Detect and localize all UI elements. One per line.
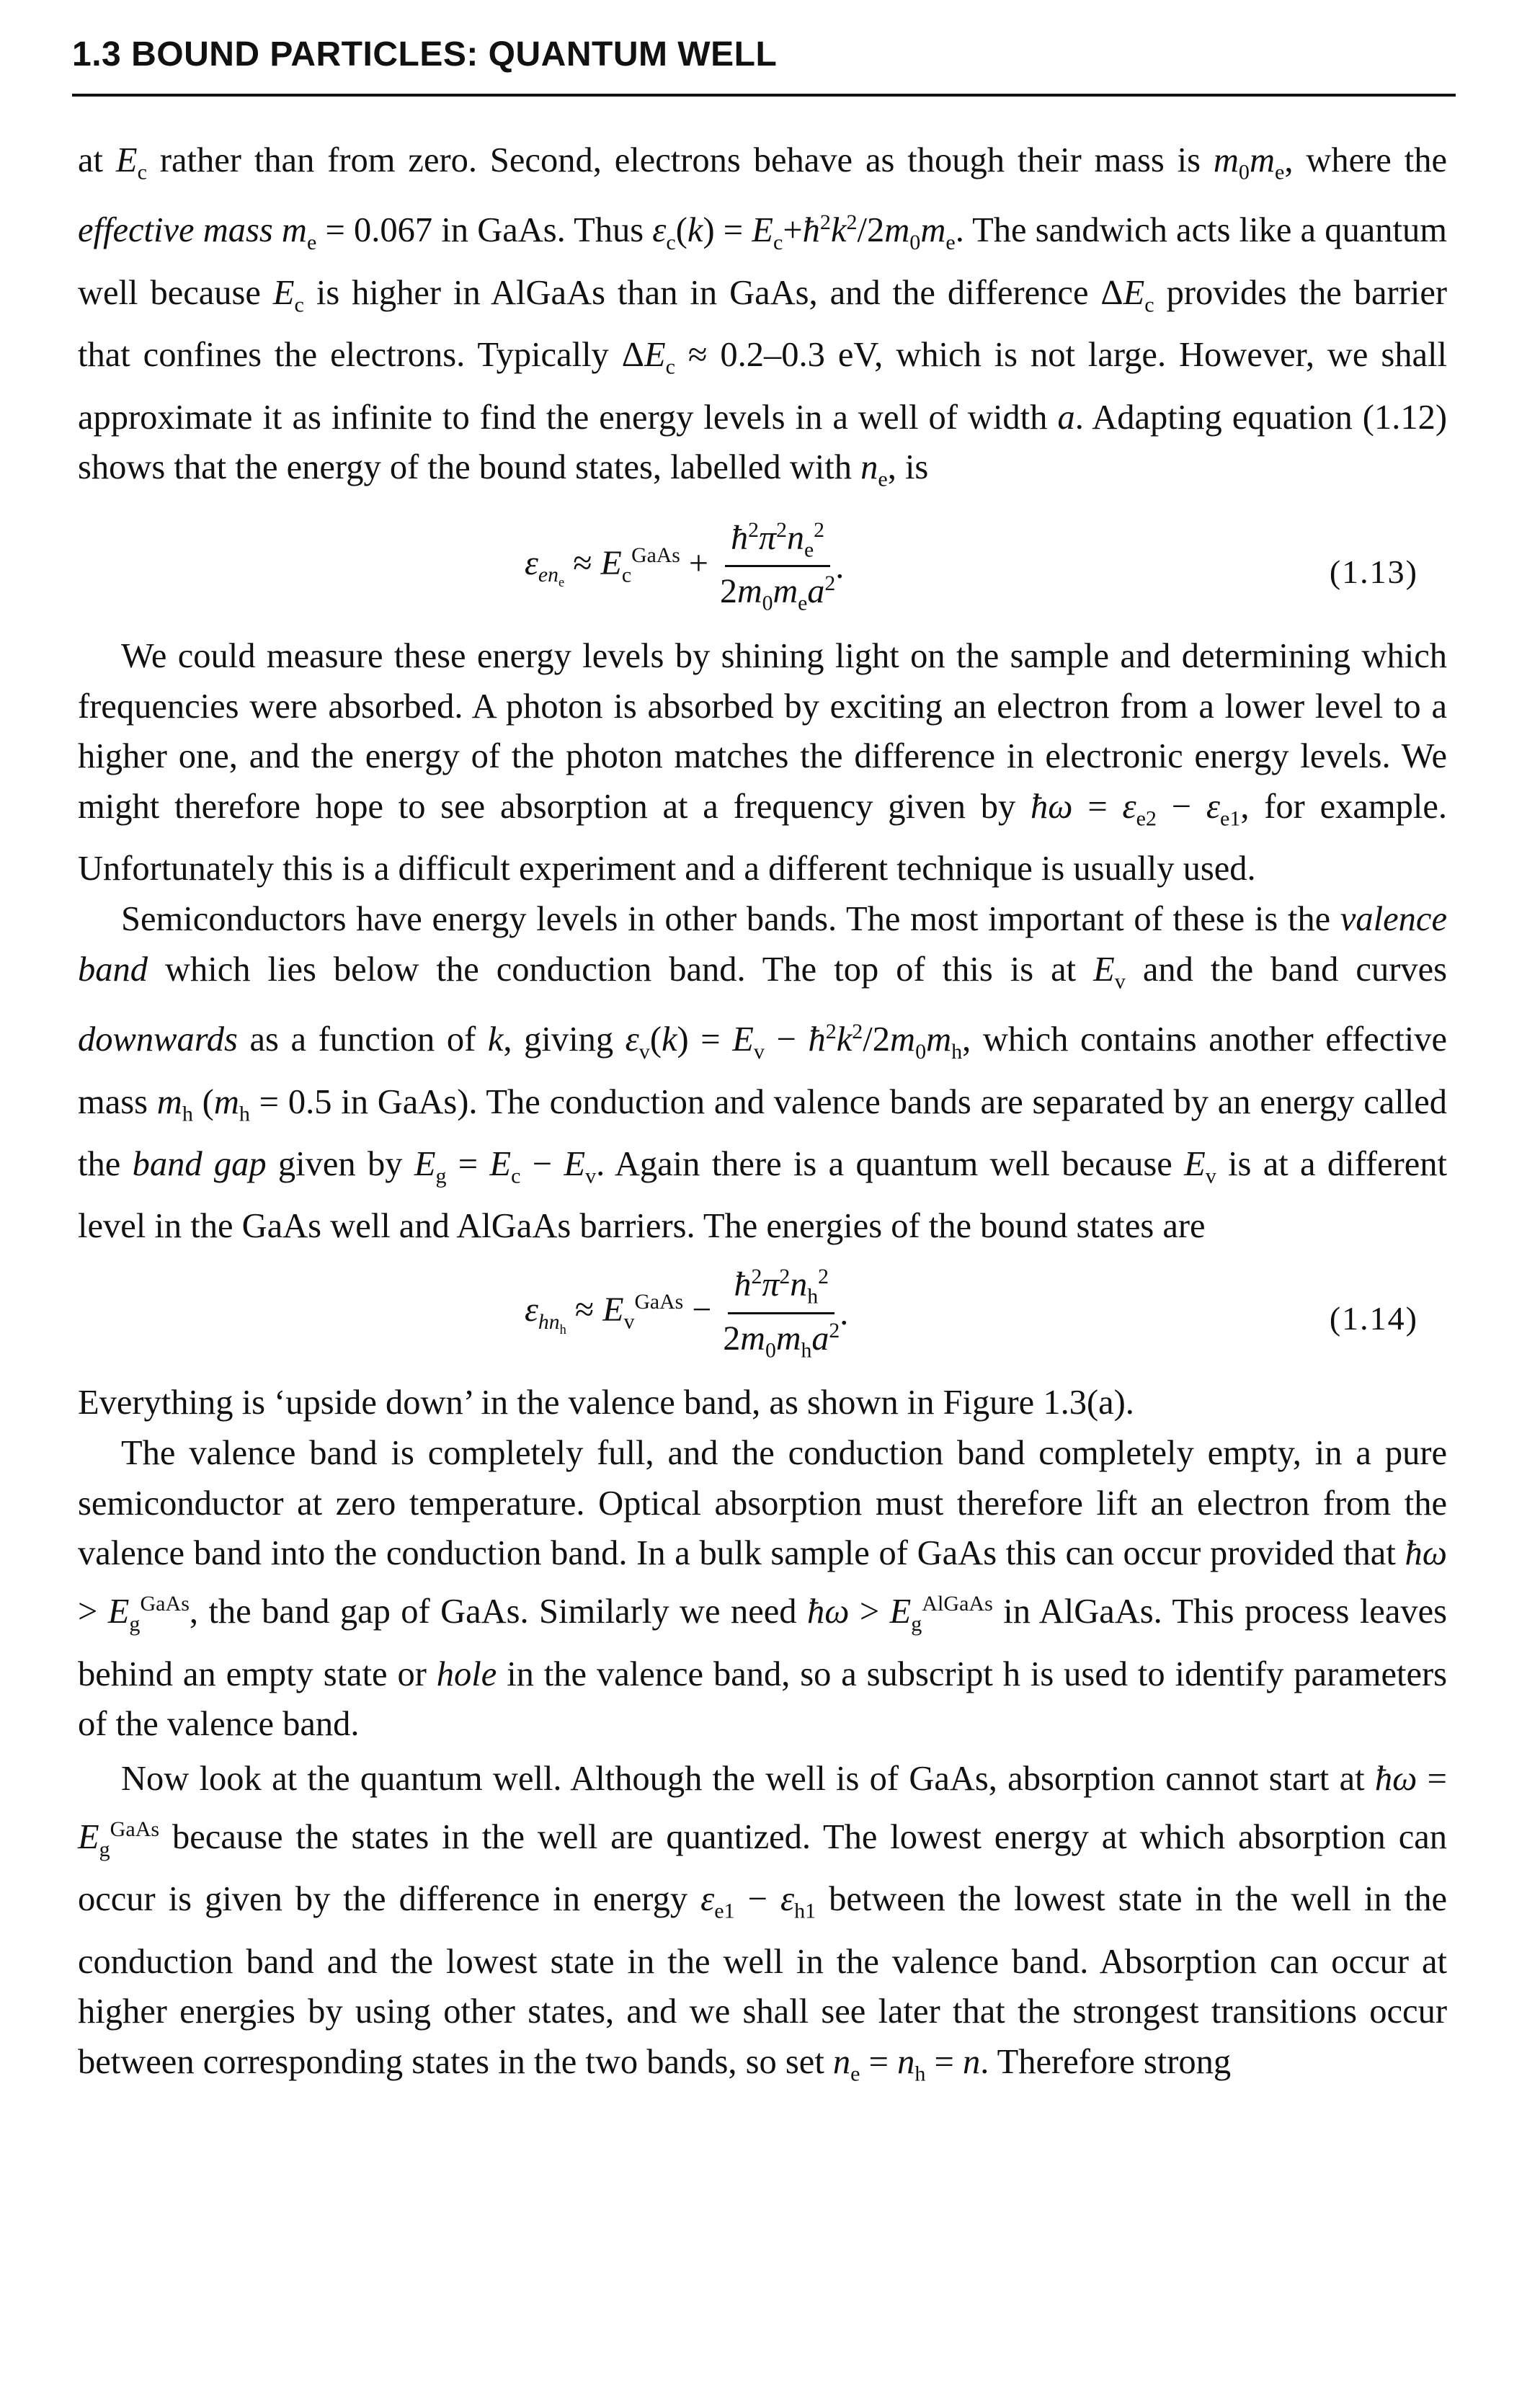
equation-1-13 [78,505,1447,631]
equation-1-14 [78,1252,1447,1378]
paragraph-5: The valence band is completely full, and the conduction band completely empty, in a pure semiconductor at zero temperature. Optical absorption must therefore lift an electron from the valence band into the conduction band. In a bulk sample of GaAs this can occur provided that ħω > $E_g^{GaAs}$, the band gap of GaAs. Similarly we need ħω > $E_g^{AlGaAs}$ in AlGaAs. This process leaves behind an empty state or hole in the valence band, so a subscript h is used to identify parameters of the valence band. [78,1433,1448,1744]
running-header: 1.3 BOUND PARTICLES: QUANTUM WELL [72,35,778,74]
paragraph-1: at $E_c$ rather than from zero. Second, electrons behave as though their mass is $m_0m_e$, where the effective mass $m_e = 0.067$ in GaAs. Thus $\varepsilon_c(k)$ = $E_c+ħ^2k^2/2m_0m_e$. The sandwich acts like a quantum well because $E_c$ is higher in AlGaAs than in GaAs, and the difference $\Delta E_c$ provides the barrier that confines the electrons. Typically $\Delta E_c \approx 0.2-0.3$ eV, which is not large. However, we shall approximate it as infinite to find the energy levels in a well of width a. Adapting equation (1.12) shows that the energy of the bound states, labelled with $n_e$, is [78,141,1447,492]
equation-number-1-13: (1.13) [1329,553,1418,590]
equation-1-13-math: $\varepsilon_{en_e} \approx E_c^{GaAs}$ + $\frac{ħ^2\pi^2n_e^2}{2m_0m_ea^2}$ . [525,517,845,615]
header-rule [72,94,1456,97]
equation-1-14-math: $\varepsilon_{hn_h} \approx E_v^{GaAs}$ − $\frac{ħ^2\pi^2n_h^2}{2m_0m_ha^2}$ . [525,1265,849,1363]
paragraph-2: We could measure these energy levels by shining light on the sample and determining which frequencies were absorbed. A photon is absorbed by exciting an electron from a lower level to a higher one, and the energy of the photon matches the difference in electronic energy levels. We might therefore hope to see absorption at a frequency given by ħω = $\varepsilon_{e2} - \varepsilon_{e1}$, for example. Unfortunately this is a difficult experiment and a different technique is usually used. [78,636,1447,888]
equation-number-1-14: (1.14) [1329,1300,1418,1337]
paragraph-6: Now look at the quantum well. Although the well is of GaAs, absorption cannot start at ħω = $E_g^{GaAs}$ because the states in the well are quantized. The lowest energy at which absorption can occur is given by the difference in energy $\varepsilon_{e1} - \varepsilon_{h1}$ between the lowest state in the well in the conduction band and the lowest state in the well in the valence band. Absorption can occur at higher energies by using other states, and we shall see later that the strongest transitions occur between corresponding states in the two bands, so set $n_e = n_h = n$. Therefore strong [78,1759,1447,2086]
paragraph-4: Everything is ‘upside down’ in the valence band, as shown in Figure 1.3(a). [78,1384,1134,1422]
paragraph-3: Semiconductors have energy levels in other bands. The most important of these is the valence band which lies below the conduction band. The top of this is at $E_v$ and the band curves downwards as a function of k, giving $\varepsilon_v(k) = E_v$ − $ħ^2k^2/2m_0m_h$, which contains another effective mass $m_h$ ($m_h = 0.5$ in GaAs). The conduction and valence bands are separated by an energy called the band gap given by $E_g = E_c - E_v$. Again there is a quantum well because $E_v$ is at a different level in the GaAs well and AlGaAs barriers. The energies of the bound states are [78,900,1447,1246]
page-body [78,135,1447,2099]
